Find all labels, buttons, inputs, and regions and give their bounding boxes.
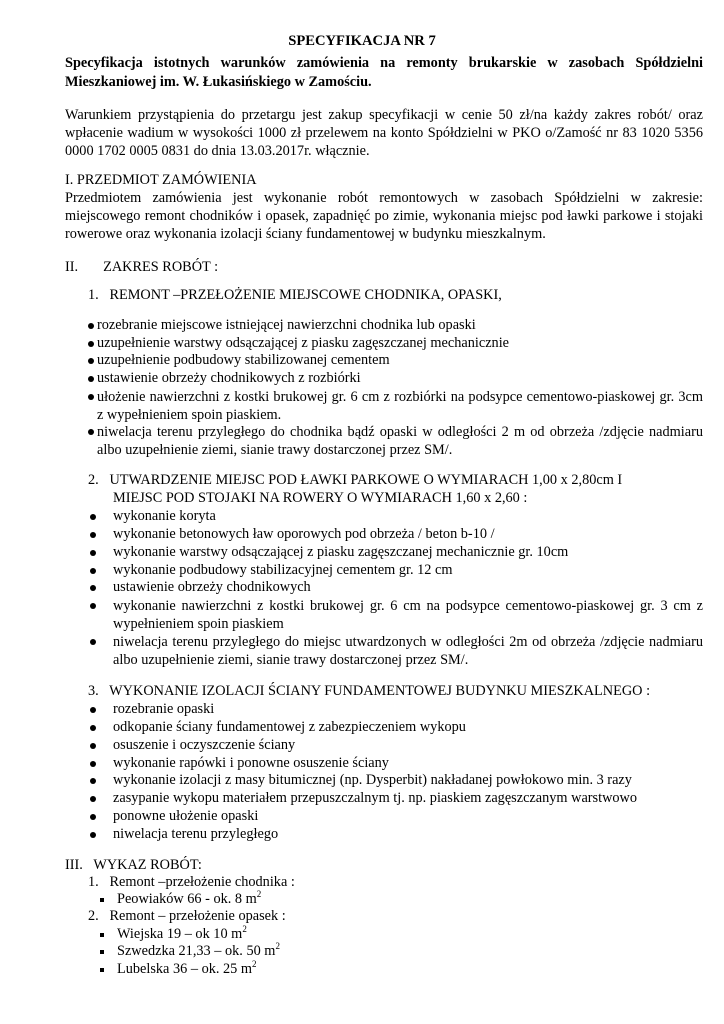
bullet-icon bbox=[90, 603, 96, 609]
list-item: Lubelska 36 – ok. 25 $m^2$ bbox=[117, 959, 257, 977]
list-item: rozebranie opaski bbox=[113, 701, 215, 717]
list-item: uzupełnienie podbudowy stabilizowanej cementem bbox=[97, 352, 390, 368]
list-item: niwelacja terenu przyległego bbox=[113, 826, 279, 842]
section-3-sub1-heading: 1. Remont –przełożenie chodnika : bbox=[88, 874, 295, 890]
bullet-icon bbox=[88, 376, 94, 382]
section-1-text: Przedmiotem zamówienia jest wykonanie robót remontowych w zasobach Spółdzielni w zakresie: miejscowego remont chodników i opasek, zapadnięć po zimie, wykonania miejsc pod ławki parkowe i stojaki rowerowe oraz wykonania izolacji ściany fundamentowej w budynku mieszkalnym. bbox=[65, 190, 703, 242]
list-item: odkopanie ściany fundamentowej z zabezpieczeniem wykopu bbox=[113, 719, 466, 735]
list-item: rozebranie miejscowe istniejącej nawierzchni chodnika lub opaski bbox=[97, 317, 476, 333]
bullet-icon bbox=[90, 550, 96, 556]
intro-paragraph: Warunkiem przystąpienia do przetargu jest zakup specyfikacji w cenie 50 zł/na każdy zakres robót/ oraz wpłacenie wadium w wysokości 1000 zł przelewem na konto Spółdzielni w PKO o/Zamość nr 83 1020 5356 0000 1702 0005 0831 do dnia 13.03.2017r. włącznie. bbox=[65, 107, 703, 159]
bullet-icon bbox=[88, 429, 94, 435]
square-bullet-icon bbox=[100, 898, 104, 902]
section-2-sub1-heading: 1. REMONT –PRZEŁOŻENIE MIEJSCOWE CHODNIKA, OPASKI, bbox=[88, 287, 502, 303]
document-subtitle: Specyfikacja istotnych warunków zamówienia na remonty brukarskie w zasobach Spółdzielni Mieszkaniowej im. W. Łukasińskiego w Zamościu. bbox=[65, 55, 703, 90]
list-item: wykonanie koryta bbox=[113, 508, 216, 524]
section-3-sub2-heading: 2. Remont – przełożenie opasek : bbox=[88, 908, 286, 924]
document-title: SPECYFIKACJA NR 7 bbox=[288, 33, 436, 49]
bullet-icon bbox=[90, 796, 96, 802]
bullet-icon bbox=[90, 814, 96, 820]
bullet-icon bbox=[90, 585, 96, 591]
list-item: ponowne ułożenie opaski bbox=[113, 808, 259, 824]
bullet-icon bbox=[88, 358, 94, 364]
list-item: osuszenie i oczyszczenie ściany bbox=[113, 737, 296, 753]
list-item: wykonanie podbudowy stabilizacyjnej cementem gr. 12 cm bbox=[113, 562, 453, 578]
bullet-icon bbox=[90, 778, 96, 784]
list-item: niwelacja terenu przyległego do miejsc utwardzonych w odległości 2m od obrzeża /zdjęcie nadmiaru albo uzupełnienie ziemi, sianie trawy dostarczonej przez SM/. bbox=[113, 634, 703, 668]
square-bullet-icon bbox=[100, 968, 104, 972]
list-item: wykonanie warstwy odsączającej z piasku zagęszczanej mechanicznie gr. 10cm bbox=[113, 544, 569, 560]
bullet-icon bbox=[90, 725, 96, 731]
list-item: uzupełnienie warstwy odsączającej z piasku zagęszczanej mechanicznie bbox=[97, 335, 510, 351]
bullet-icon bbox=[90, 532, 96, 538]
square-bullet-icon bbox=[100, 933, 104, 937]
list-item: Wiejska 19 – ok 10 $m^2$ bbox=[117, 924, 247, 942]
bullet-icon bbox=[88, 394, 94, 400]
list-item: ustawienie obrzeży chodnikowych bbox=[113, 579, 311, 595]
list-item: Szwedzka 21,33 – ok. 50 $m^2$ bbox=[117, 941, 280, 959]
section-2-heading: II. ZAKRES ROBÓT : bbox=[65, 259, 219, 275]
list-item: Peowiaków 66 - ok. 8 $m^2$ bbox=[117, 889, 262, 907]
bullet-icon bbox=[90, 761, 96, 767]
bullet-icon bbox=[90, 514, 96, 520]
bullet-icon bbox=[90, 743, 96, 749]
list-item: wykonanie izolacji z masy bitumicznej (np. Dysperbit) nakładanej powłokowo min. 3 razy bbox=[113, 772, 632, 788]
section-2-sub2-heading-line1: 2. UTWARDZENIE MIEJSC POD ŁAWKI PARKOWE O WYMIARACH 1,00 x 2,80cm I bbox=[88, 472, 623, 488]
bullet-icon bbox=[90, 707, 96, 713]
list-item: wykonanie nawierzchni z kostki brukowej gr. 6 cm na podsypce cementowo-piaskowej gr. 3 cm z wypełnieniem spoin piaskiem bbox=[113, 598, 703, 632]
list-item: zasypanie wykopu materiałem przepuszczalnym tj. np. piaskiem zagęszczanym warstwowo bbox=[113, 790, 638, 806]
section-2-sub2-heading-line2: MIEJSC POD STOJAKI NA ROWERY O WYMIARACH 1,60 x 2,60 : bbox=[113, 490, 528, 506]
section-2-sub3-heading: 3. WYKONANIE IZOLACJI ŚCIANY FUNDAMENTOWEJ BUDYNKU MIESZKALNEGO : bbox=[88, 683, 651, 699]
list-item: ułożenie nawierzchni z kostki brukowej gr. 6 cm z rozbiórki na podsypce cementowo-piaskowej gr. 3cm z wypełnieniem spoin piaskiem. bbox=[97, 389, 703, 423]
list-item: niwelacja terenu przyległego do chodnika bądź opaski w odległości 2 m od obrzeża /zdjęcie nadmiaru albo uzupełnienie ziemi, sianie trawy dostarczonej przez SM/. bbox=[97, 424, 703, 458]
square-bullet-icon bbox=[100, 950, 104, 954]
bullet-icon bbox=[90, 832, 96, 838]
list-item: wykonanie rapówki i ponowne osuszenie ściany bbox=[113, 755, 389, 771]
bullet-icon bbox=[88, 341, 94, 347]
list-item: ustawienie obrzeży chodnikowych z rozbiórki bbox=[97, 370, 361, 386]
bullet-icon bbox=[90, 639, 96, 645]
list-item: wykonanie betonowych ław oporowych pod obrzeża / beton b-10 / bbox=[113, 526, 495, 542]
section-3-heading: III. WYKAZ ROBÓT: bbox=[65, 857, 202, 873]
section-1-heading: I. PRZEDMIOT ZAMÓWIENIA bbox=[65, 172, 257, 188]
bullet-icon bbox=[90, 568, 96, 574]
bullet-icon bbox=[88, 323, 94, 329]
